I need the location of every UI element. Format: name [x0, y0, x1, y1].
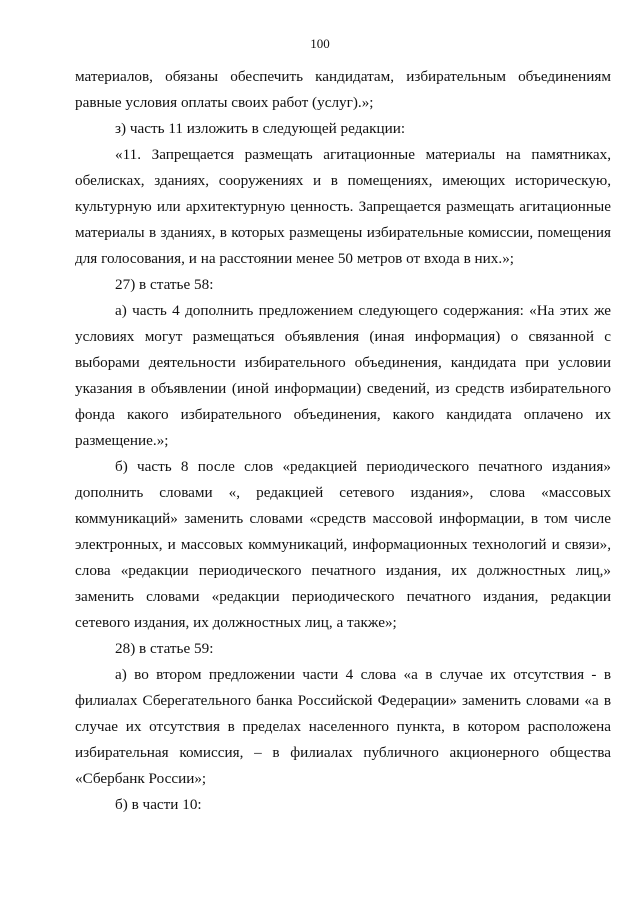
paragraph-item-b-59: б) в части 10:: [115, 796, 202, 813]
document-body: [75, 64, 611, 818]
paragraph-quoted-part-11: «11. Запрещается размещать агитационные материалы на памятниках, обелисках, зданиях, сооружениях и в помещениях, имеющих историческую, культурную или архитектурную ценность. Запрещается размещать агитационные материалы в зданиях, в которых размещены избирательные комиссии, помещения для голосования, и на расстоянии менее 50 метров от входа в них.»;: [75, 146, 611, 267]
paragraph-item-b-58: б) часть 8 после слов «редакцией периодического печатного издания» дополнить словами «, редакцией сетевого издания», слова «массовых коммуникаций» заменить словами «средств массовой информации, в том числе электронных, и массовых коммуникаций, информационных технологий и связи», слова «редакции периодического печатного издания, их должностных лиц,» заменить словами «редакции периодического печатного издания, редакции сетевого издания, их должностных лиц, а также»;: [75, 458, 611, 631]
paragraph-item-a-58: а) часть 4 дополнить предложением следующего содержания: «На этих же условиях могут размещаться объявления (иная информация) о связанной с выборами деятельности избирательного объединения, кандидата при условии указания в объявлении (иной информации) сведений, из средств избирательного фонда какого избирательного объединения, какого кандидата оплачено их размещение.»;: [75, 302, 611, 449]
paragraph-item-z: з) часть 11 изложить в следующей редакции:: [115, 120, 406, 137]
paragraph-item-a-59: а) во втором предложении части 4 слова «а в случае их отсутствия - в филиалах Сберегательного банка Российской Федерации» заменить словами «а в случае их отсутствия в пределах населенного пункта, в котором расположена избирательная комиссия, – в филиалах публичного акционерного общества «Сбербанк России»;: [75, 666, 611, 787]
paragraph-continuation: материалов, обязаны обеспечить кандидатам, избирательным объединениям равные условия оплаты своих работ (услуг).»;: [75, 68, 611, 111]
paragraph-item-27: 27) в статье 58:: [115, 276, 214, 293]
page-number: 100: [310, 36, 330, 51]
paragraph-item-28: 28) в статье 59:: [115, 640, 214, 657]
